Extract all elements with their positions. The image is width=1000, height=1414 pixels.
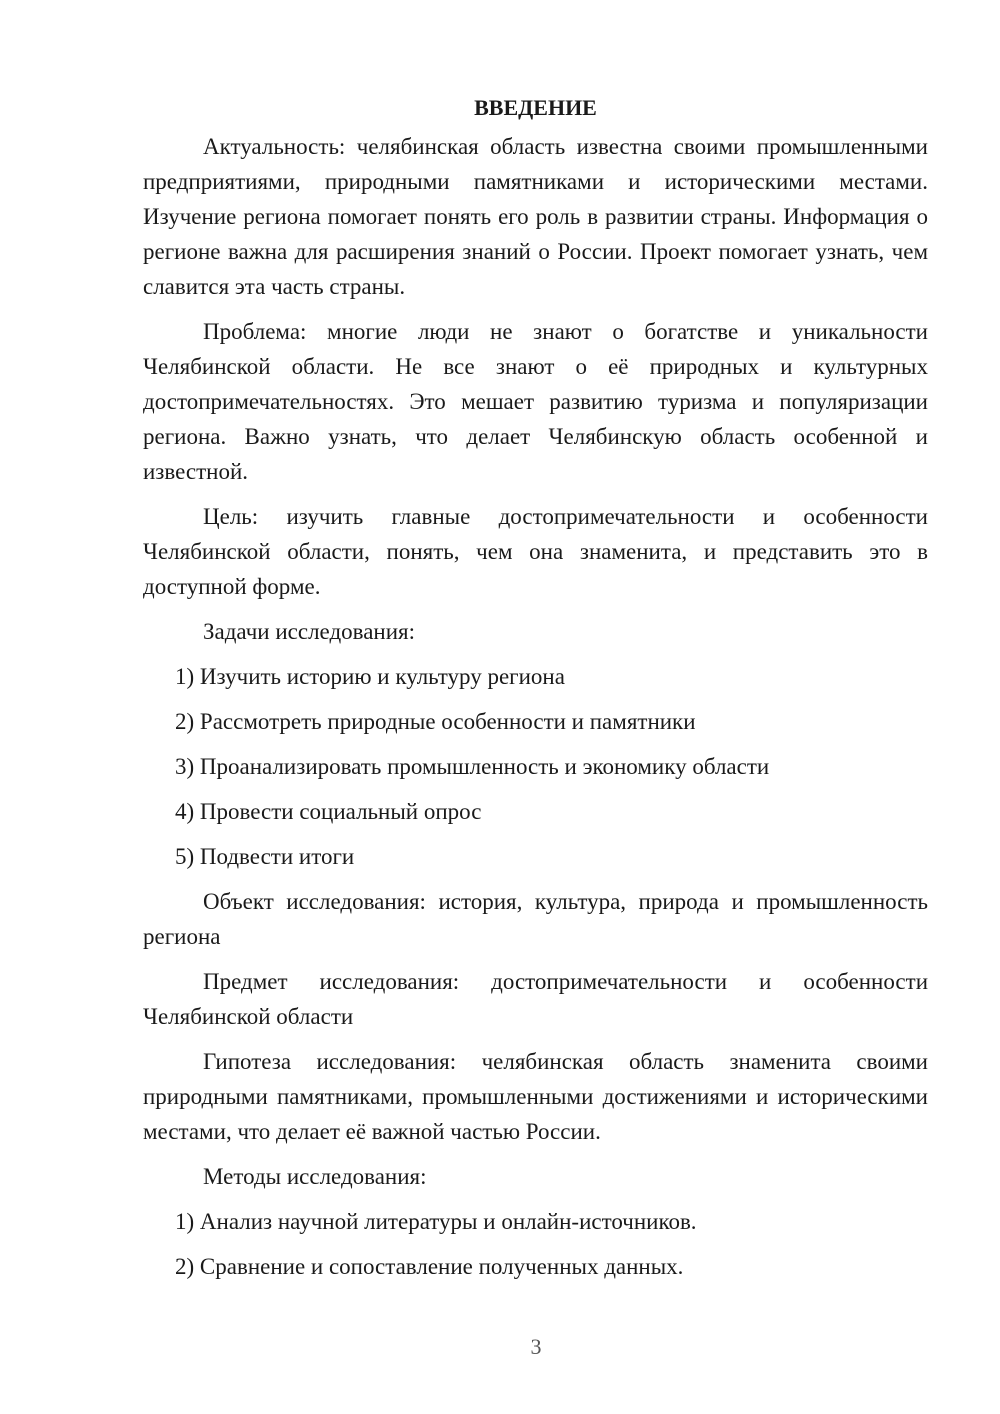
methods-list bbox=[143, 1204, 928, 1284]
problem-paragraph: Проблема: многие люди не знают о богатстве и уникальности Челябинской области. Не все знают о её природных и культурных достопримечательностях. Это мешает развитию туризма и популяризации региона. Важно узнать, что делает Челябинскую область особенной и известной. bbox=[143, 319, 928, 484]
task-item: 5) Подвести итоги bbox=[175, 844, 355, 869]
tasks-heading: Задачи исследования: bbox=[203, 619, 416, 644]
methods-heading: Методы исследования: bbox=[203, 1164, 427, 1189]
task-item: 2) Рассмотреть природные особенности и памятники bbox=[175, 709, 696, 734]
method-item: 2) Сравнение и сопоставление полученных данных. bbox=[175, 1254, 684, 1279]
subject-paragraph: Предмет исследования: достопримечательности и особенности Челябинской области bbox=[143, 969, 928, 1029]
section-title: ВВЕДЕНИЕ bbox=[474, 95, 597, 120]
page-number: 3 bbox=[530, 1334, 542, 1359]
task-item: 3) Проанализировать промышленность и экономику области bbox=[175, 754, 770, 779]
relevance-paragraph: Актуальность: челябинская область известна своими промышленными предприятиями, природными памятниками и историческими местами. Изучение региона помогает понять его роль в развитии страны. Информация о регионе важна для расширения знаний о России. Проект помогает узнать, чем славится эта часть страны. bbox=[143, 134, 928, 299]
method-item: 1) Анализ научной литературы и онлайн-источников. bbox=[175, 1209, 697, 1234]
tasks-list bbox=[143, 659, 928, 874]
hypothesis-paragraph: Гипотеза исследования: челябинская область знаменита своими природными памятниками, промышленными достижениями и историческими местами, что делает её важной частью России. bbox=[143, 1049, 928, 1144]
object-paragraph: Объект исследования: история, культура, природа и промышленность региона bbox=[143, 889, 928, 949]
task-item: 4) Провести социальный опрос bbox=[175, 799, 482, 824]
task-item: 1) Изучить историю и культуру региона bbox=[175, 664, 565, 689]
goal-paragraph: Цель: изучить главные достопримечательности и особенности Челябинской области, понять, чем она знаменита, и представить это в доступной форме. bbox=[143, 504, 928, 599]
document-page bbox=[143, 90, 928, 1294]
